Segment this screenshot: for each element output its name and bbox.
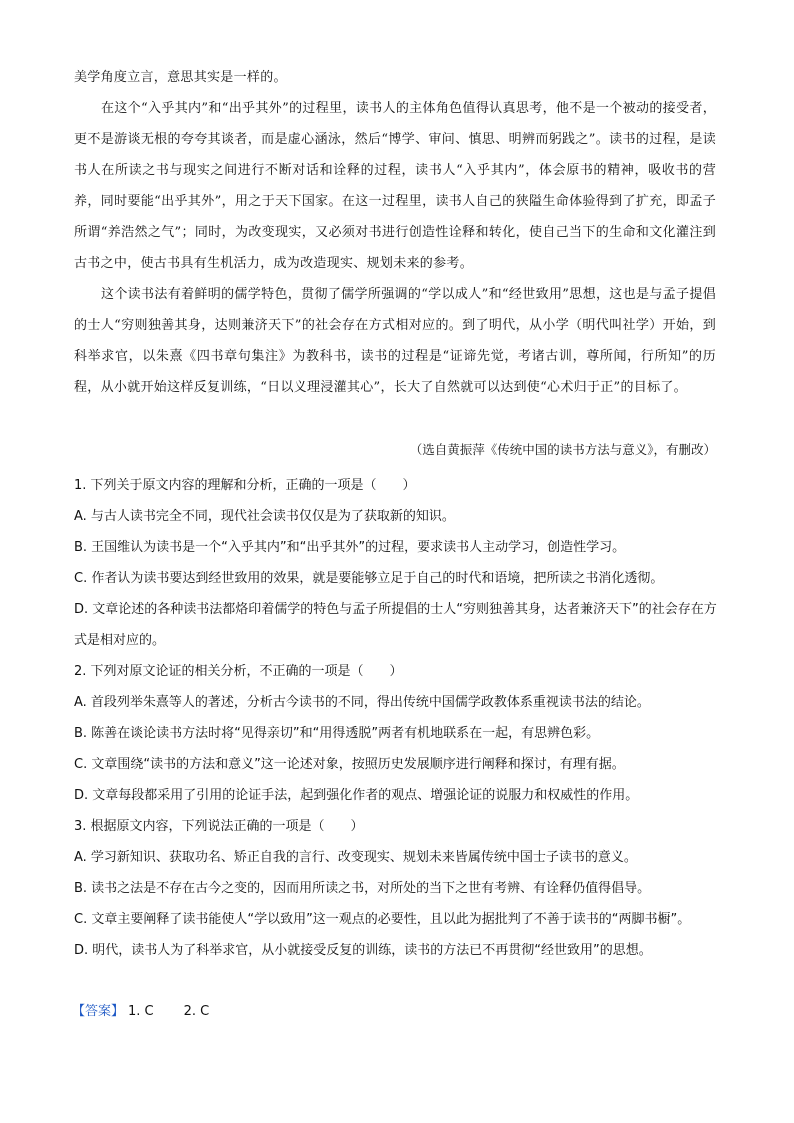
- option-c: C. 文章主要阐释了读书能使人“学以致用”这一观点的必要性，且以此为据批判了不善于读书的“两脚书橱”。: [74, 912, 691, 927]
- answer-value: 1. C: [128, 1004, 154, 1019]
- option-c: C. 文章围绕“读书的方法和意义”这一论述对象，按照历史发展顺序进行阐释和探讨，有理有据。: [74, 757, 625, 772]
- question-3: [74, 811, 718, 966]
- passage-line: 美学角度立言，意思其实是一样的。: [74, 70, 287, 85]
- option-a: A. 与古人读书完全不同，现代社会读书仅仅是为了获取新的知识。: [74, 509, 455, 524]
- option-b: B. 王国维认为读书是一个“入乎其内”和“出乎其外”的过程，要求读书人主动学习，创造性学习。: [74, 540, 626, 555]
- option-c: C. 作者认为读书要达到经世致用的效果，就是要能够立足于自己的时代和语境，把所读之书消化透彻。: [74, 571, 664, 586]
- answer-label: 【答案】: [72, 1004, 125, 1019]
- source-citation: （选自黄振萍《传统中国的读书方法与意义》，有删改）: [409, 442, 716, 457]
- passage-paragraph: 在这个“入乎其内”和“出乎其外”的过程里，读书人的主体角色值得认真思考，他不是一个被动的接受者，更不是游谈无根的夸夸其谈者，而是虚心涵泳，然后“博学、审问、慎思、明辨而躬践之”。读书的过程，是读书人在所读之书与现实之间进行不断对话和诠释的过程，读书人“入乎其内”，体会原书的精神，吸收书的营养，同时要能“出乎其外”，用之于天下国家。在这一过程里，读书人自己的狭隘生命体验得到了扩充，即孟子所谓“养浩然之气”；同时，为改变现实，又必须对书进行创造性诠释和转化，使自己当下的生命和文化灌注到古书之中，使古书具有生机活力，成为改造现实、规划未来的参考。: [74, 101, 716, 271]
- question-stem: 3. 根据原文内容，下列说法正确的一项是（ ）: [74, 819, 364, 834]
- option-a: A. 首段列举朱熹等人的著述，分析古今读书的不同，得出传统中国儒学政教体系重视读书法的结论。: [74, 695, 650, 710]
- option-b: B. 读书之法是不存在古今之变的，因而用所读之书，对所处的当下之世有考辨、有诠释仍值得倡导。: [74, 881, 651, 896]
- option-b: B. 陈善在谈论读书方法时将“见得亲切”和“用得透脱”两者有机地联系在一起，有思辨色彩。: [74, 726, 600, 741]
- answer-value: 2. C: [183, 1004, 210, 1019]
- passage: [74, 62, 716, 403]
- answer-line: [72, 1000, 209, 1024]
- option-d: D. 明代，读书人为了科举求官，从小就接受反复的训练，读书的方法已不再贯彻“经世致用”的思想。: [74, 943, 652, 958]
- question-stem: 1. 下列关于原文内容的理解和分析，正确的一项是（ ）: [74, 478, 416, 493]
- question-2: [74, 656, 718, 811]
- option-d: D. 文章论述的各种读书法都烙印着儒学的特色与孟子所提倡的士人“穷则独善其身，达者兼济天下”的社会存在方式是相对应的。: [74, 602, 717, 648]
- question-stem: 2. 下列对原文论证的相关分析，不正确的一项是（ ）: [74, 664, 403, 679]
- question-list: [74, 470, 718, 966]
- question-1: [74, 470, 718, 656]
- option-d: D. 文章每段都采用了引用的论证手法，起到强化作者的观点、增强论证的说服力和权威性的作用。: [74, 788, 639, 803]
- passage-paragraph: 这个读书法有着鲜明的儒学特色，贯彻了儒学所强调的“学以成人”和“经世致用”思想，这也是与孟子提倡的士人“穷则独善其身，达则兼济天下”的社会存在方式相对应的。到了明代，从小学（明代叫社学）开始，到科举求官，以朱熹《四书章句集注》为教科书，读书的过程是“证谛先觉，考诸古训，尊所闻，行所知”的历程，从小就开始这样反复训练，“日以义理浸灌其心”，长大了自然就可以达到使“心术归于正”的目标了。: [74, 287, 716, 395]
- option-a: A. 学习新知识、获取功名、矫正自我的言行、改变现实、规划未来皆属传统中国士子读书的意义。: [74, 850, 637, 865]
